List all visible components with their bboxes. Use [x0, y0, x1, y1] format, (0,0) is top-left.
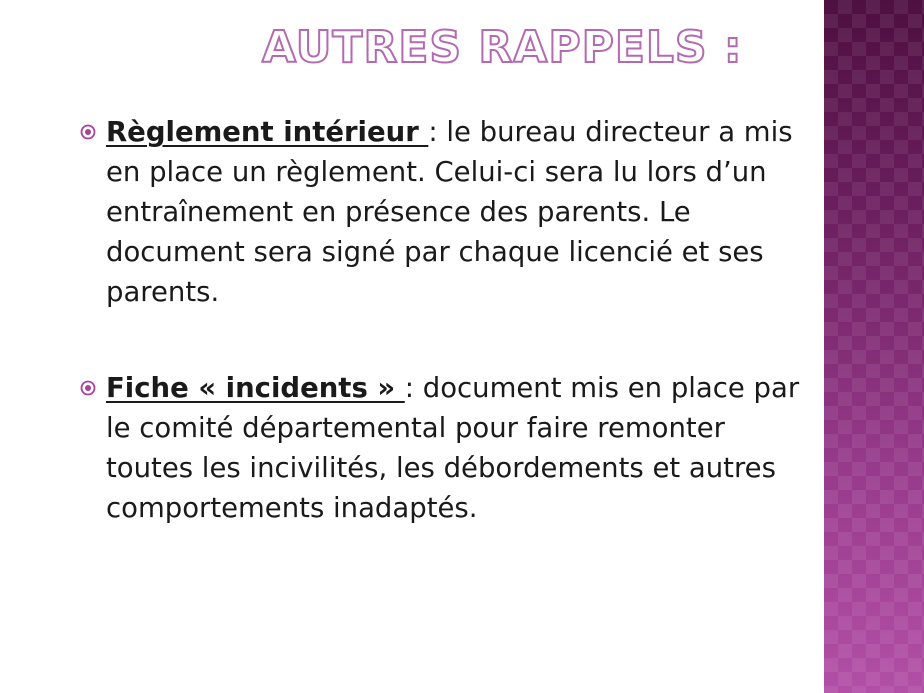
slide-title: AUTRES RAPPELS :	[262, 22, 743, 73]
bullet-text: : le bureau directeur a mis en place un règlement. Celui-ci sera lu lors d’un entraînement en présence des parents. Le document sera signé par chaque licencié et ses parents.	[106, 116, 793, 308]
bullet-term: Fiche « incidents »	[106, 372, 405, 404]
circle-dot-icon	[80, 124, 96, 140]
bullet-term: Règlement intérieur	[106, 116, 429, 148]
slide-content	[80, 112, 800, 528]
decorative-side-band	[824, 0, 924, 693]
bullet-fiche-incidents	[80, 368, 800, 528]
bullet-reglement-interieur	[80, 112, 800, 312]
bullet-text: : document mis en place par le comité départemental pour faire remonter toutes les incivilités, les débordements et autres comportements inadaptés.	[106, 372, 800, 524]
circle-dot-icon	[80, 380, 96, 396]
